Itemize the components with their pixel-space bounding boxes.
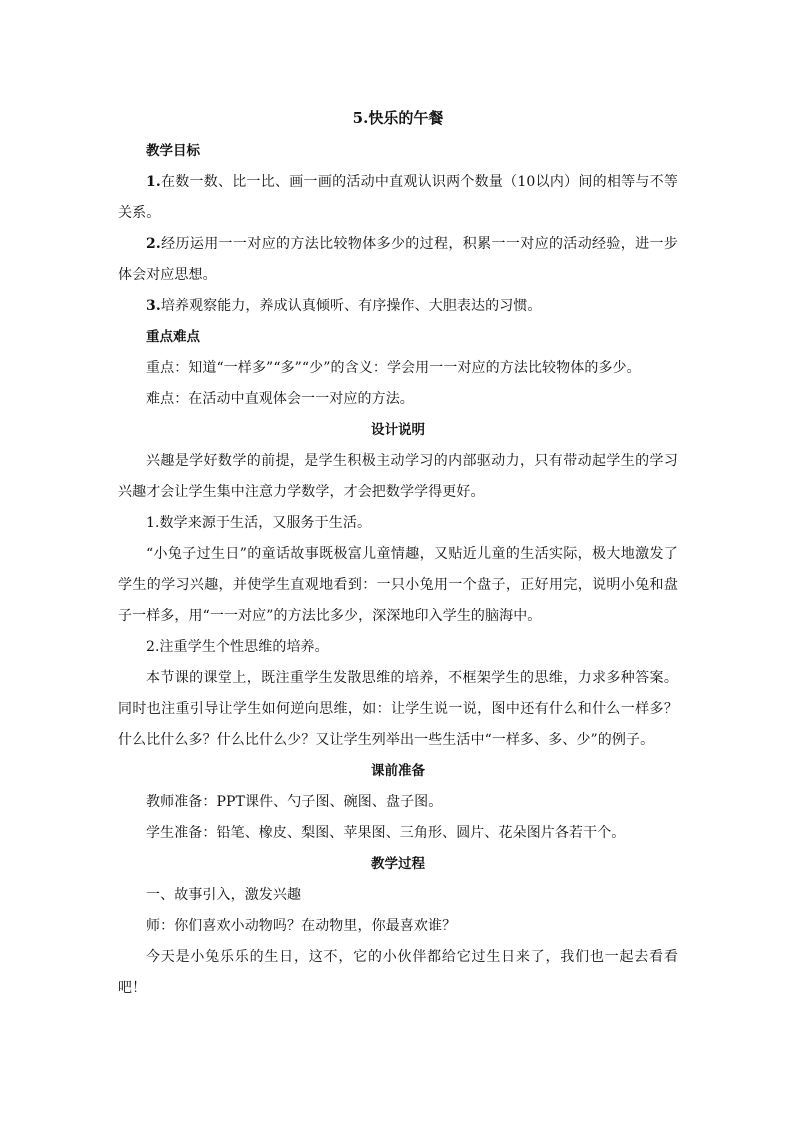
goal-item-2-number: 2. [146, 236, 161, 252]
goal-item-3 [118, 291, 678, 322]
student-preparation-text: 学生准备：铅笔、橡皮、梨图、苹果图、三角形、圆片、花朵图片各若干个。 [146, 825, 626, 841]
heading-design-notes: 设计说明 [371, 422, 425, 438]
heading-teaching-process: 教学过程 [371, 856, 425, 872]
goal-item-3-text: 培养观察能力，养成认真倾听、有序操作、大胆表达的习惯。 [160, 298, 542, 314]
design-point-2-paragraph: 本节课的课堂上，既注重学生发散思维的培养，不框架学生的思维，力求多种答案。同时也注重引导让学生如何逆向思维，如：让学生说一说，图中还有什么和什么一样多？什么比什么多？什么比什么少？又让学生列举出一些生活中“一样多、多、少”的例子。 [118, 670, 678, 748]
teacher-preparation-text: 教师准备：PPT课件、勺子图、碗图、盘子图。 [146, 794, 443, 810]
heading-key-points: 重点难点 [146, 329, 200, 345]
process-step-1-title: 一、故事引入，激发兴趣 [146, 887, 302, 903]
goal-item-1-number: 1. [146, 174, 161, 190]
heading-teaching-goals: 教学目标 [146, 143, 200, 159]
design-point-1-title: 1.数学来源于生活，又服务于生活。 [146, 515, 372, 531]
process-teacher-line: 师：你们喜欢小动物吗？在动物里，你最喜欢谁？ [146, 918, 457, 934]
heading-class-preparation: 课前准备 [371, 763, 425, 779]
design-intro-paragraph: 兴趣是学好数学的前提，是学生积极主动学习的内部驱动力，只有带动起学生的学习兴趣才会让学生集中注意力学数学，才会把数学学得更好。 [118, 453, 678, 500]
goal-item-1 [118, 167, 678, 229]
document-body [118, 103, 678, 1004]
document-title: 5.快乐的午餐 [352, 109, 444, 127]
goal-item-2 [118, 229, 678, 291]
goal-item-3-number: 3. [146, 298, 161, 314]
difficulty-text: 难点：在活动中直观体会一一对应的方法。 [146, 391, 414, 407]
key-point-text: 重点：知道“一样多”“多”“少”的含义：学会用一一对应的方法比较物体的多少。 [146, 360, 641, 376]
process-story-line: 今天是小兔乐乐的生日，这不，它的小伙伴都给它过生日来了，我们也一起去看看吧！ [118, 949, 678, 996]
design-point-1-paragraph: “小兔子过生日”的童话故事既极富儿童情趣，又贴近儿童的生活实际，极大地激发了学生的学习兴趣，并使学生直观地看到：一只小兔用一个盘子，正好用完，说明小兔和盘子一样多，用“一一对应”的方法比多少，深深地印入学生的脑海中。 [118, 546, 678, 624]
goal-item-1-text: 在数一数、比一比、画一画的活动中直观认识两个数量（10以内）间的相等与不等关系。 [118, 174, 678, 221]
design-point-2-title: 2.注重学生个性思维的培养。 [146, 639, 329, 655]
goal-item-2-text: 经历运用一一对应的方法比较物体多少的过程，积累一一对应的活动经验，进一步体会对应思想。 [118, 236, 678, 283]
